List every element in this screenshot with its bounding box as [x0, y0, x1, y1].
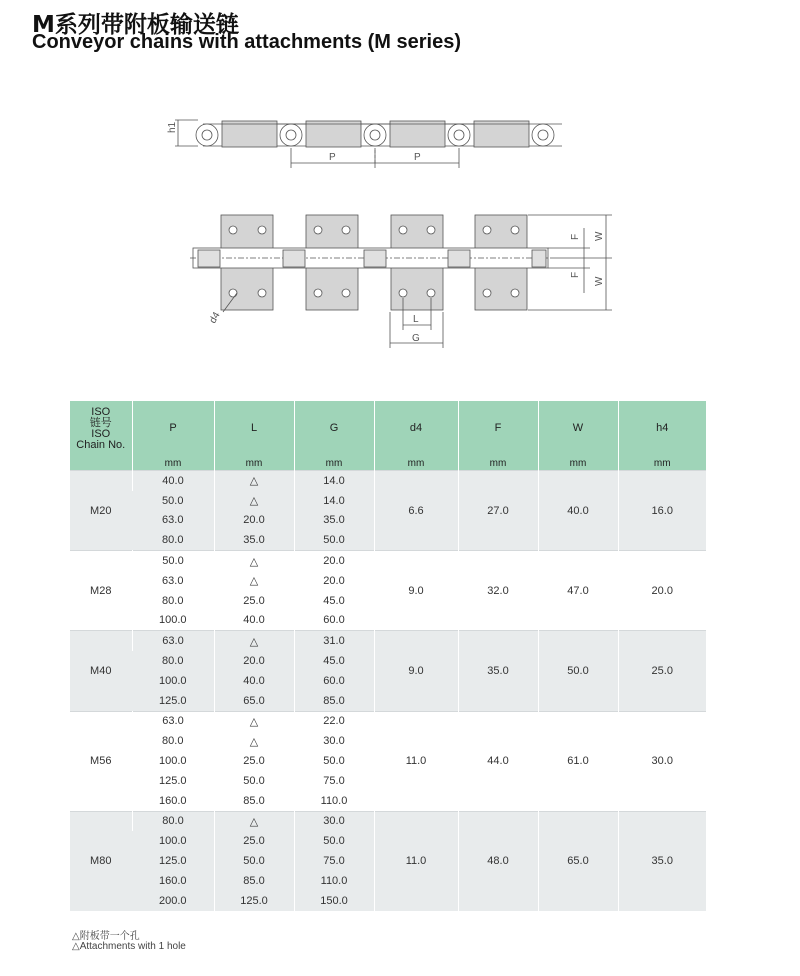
header-iso-line3: ISO: [91, 427, 111, 440]
d4-cell: 6.6: [374, 471, 458, 551]
unit-p: mm: [132, 456, 214, 471]
l-cell: △: [214, 731, 294, 751]
chain-group-m40: [70, 631, 706, 711]
g-cell: 14.0: [294, 491, 374, 511]
p-cell: 100.0: [132, 611, 214, 631]
table-row: [70, 631, 706, 651]
w-cell: 61.0: [538, 711, 618, 811]
l-cell: 65.0: [214, 691, 294, 711]
f-cell: 32.0: [458, 551, 538, 631]
p-cell: 100.0: [132, 751, 214, 771]
g-cell: 30.0: [294, 811, 374, 831]
h4-cell: 25.0: [618, 631, 706, 711]
w-cell: 50.0: [538, 631, 618, 711]
p-cell: 100.0: [132, 671, 214, 691]
p-cell: 100.0: [132, 831, 214, 851]
l-cell: △: [214, 631, 294, 651]
g-cell: 110.0: [294, 871, 374, 891]
d4-cell: 11.0: [374, 811, 458, 910]
g-cell: 35.0: [294, 511, 374, 531]
spec-table: [70, 401, 706, 911]
p-cell: 125.0: [132, 851, 214, 871]
f-cell: 48.0: [458, 811, 538, 910]
g-cell: 45.0: [294, 591, 374, 611]
g-cell: 50.0: [294, 530, 374, 550]
label-p2: P: [414, 152, 421, 163]
g-cell: 20.0: [294, 551, 374, 571]
l-cell: 40.0: [214, 611, 294, 631]
chain-group-m20: [70, 471, 706, 551]
chain-no-cell: M80: [70, 811, 132, 910]
l-cell: 20.0: [214, 651, 294, 671]
g-cell: 85.0: [294, 691, 374, 711]
g-cell: 75.0: [294, 851, 374, 871]
l-cell: 25.0: [214, 591, 294, 611]
l-cell: 85.0: [214, 791, 294, 811]
chain-no-cell: M28: [70, 551, 132, 631]
p-cell: 125.0: [132, 771, 214, 791]
p-cell: 80.0: [132, 651, 214, 671]
h4-cell: 20.0: [618, 551, 706, 631]
l-cell: △: [214, 711, 294, 731]
header-g: G: [294, 401, 374, 456]
p-cell: 63.0: [132, 511, 214, 531]
header-iso-line4: Chain No.: [76, 438, 126, 451]
p-cell: 63.0: [132, 711, 214, 731]
unit-d4: mm: [374, 456, 458, 471]
unit-l: mm: [214, 456, 294, 471]
p-cell: 200.0: [132, 891, 214, 911]
unit-iso: [70, 456, 132, 471]
header-d4: d4: [374, 401, 458, 456]
p-cell: 80.0: [132, 530, 214, 550]
label-p1: P: [329, 152, 336, 163]
chain-group-m56: [70, 711, 706, 811]
l-cell: 25.0: [214, 831, 294, 851]
top-view-drawing: [190, 215, 612, 348]
chain-group-m28: [70, 551, 706, 631]
g-cell: 50.0: [294, 751, 374, 771]
g-cell: 14.0: [294, 471, 374, 491]
chain-group-m80: [70, 811, 706, 910]
label-d4: d4: [207, 310, 223, 326]
chain-no-cell: M20: [70, 471, 132, 551]
g-cell: 30.0: [294, 731, 374, 751]
g-cell: 31.0: [294, 631, 374, 651]
p-cell: 50.0: [132, 491, 214, 511]
g-cell: 150.0: [294, 891, 374, 911]
side-view-drawing: [175, 120, 562, 168]
label-h1: h1: [167, 121, 178, 133]
header-w: W: [538, 401, 618, 456]
p-cell: 80.0: [132, 731, 214, 751]
w-cell: 40.0: [538, 471, 618, 551]
g-cell: 110.0: [294, 791, 374, 811]
l-cell: 50.0: [214, 771, 294, 791]
p-cell: 63.0: [132, 571, 214, 591]
p-cell: 63.0: [132, 631, 214, 651]
label-l: L: [413, 314, 419, 325]
f-cell: 35.0: [458, 631, 538, 711]
w-cell: 47.0: [538, 551, 618, 631]
g-cell: 22.0: [294, 711, 374, 731]
l-cell: 35.0: [214, 530, 294, 550]
table-row: [70, 471, 706, 491]
unit-w: mm: [538, 456, 618, 471]
f-cell: 44.0: [458, 711, 538, 811]
page-title-cn: M系列带附板输送链: [32, 12, 239, 38]
l-cell: △: [214, 571, 294, 591]
unit-f: mm: [458, 456, 538, 471]
header-iso: [70, 401, 132, 456]
p-cell: 80.0: [132, 811, 214, 831]
label-f2: F: [570, 271, 581, 278]
l-cell: 125.0: [214, 891, 294, 911]
chain-no-cell: M56: [70, 711, 132, 811]
unit-h4: mm: [618, 456, 706, 471]
chain-no-cell: M40: [70, 631, 132, 711]
l-cell: △: [214, 471, 294, 491]
label-g: G: [412, 333, 420, 344]
d4-cell: 9.0: [374, 551, 458, 631]
l-cell: 50.0: [214, 851, 294, 871]
l-cell: △: [214, 811, 294, 831]
h4-cell: 30.0: [618, 711, 706, 811]
label-f1: F: [570, 233, 581, 240]
w-cell: 65.0: [538, 811, 618, 910]
g-cell: 50.0: [294, 831, 374, 851]
header-l: L: [214, 401, 294, 456]
f-cell: 27.0: [458, 471, 538, 551]
p-cell: 80.0: [132, 591, 214, 611]
l-cell: △: [214, 551, 294, 571]
l-cell: △: [214, 491, 294, 511]
footnote-en: △Attachments with 1 hole: [72, 941, 186, 952]
page-title-en: Conveyor chains with attachments (M series): [32, 31, 462, 53]
p-cell: 50.0: [132, 551, 214, 571]
p-cell: 40.0: [132, 471, 214, 491]
g-cell: 60.0: [294, 671, 374, 691]
footnote-cn: △附板带一个孔: [72, 931, 140, 942]
unit-g: mm: [294, 456, 374, 471]
header-h4: h4: [618, 401, 706, 456]
table-row: [70, 811, 706, 831]
p-cell: 160.0: [132, 791, 214, 811]
h4-cell: 35.0: [618, 811, 706, 910]
d4-cell: 9.0: [374, 631, 458, 711]
header-p: P: [132, 401, 214, 456]
chain-drawing: [0, 0, 800, 400]
g-cell: 60.0: [294, 611, 374, 631]
table-row: [70, 551, 706, 571]
label-w2: W: [594, 276, 605, 286]
g-cell: 45.0: [294, 651, 374, 671]
header-iso-line1: ISO: [91, 405, 111, 418]
l-cell: 25.0: [214, 751, 294, 771]
h4-cell: 16.0: [618, 471, 706, 551]
p-cell: 160.0: [132, 871, 214, 891]
l-cell: 40.0: [214, 671, 294, 691]
header-f: F: [458, 401, 538, 456]
label-w1: W: [594, 231, 605, 241]
d4-cell: 11.0: [374, 711, 458, 811]
g-cell: 75.0: [294, 771, 374, 791]
p-cell: 125.0: [132, 691, 214, 711]
g-cell: 20.0: [294, 571, 374, 591]
l-cell: 85.0: [214, 871, 294, 891]
l-cell: 20.0: [214, 511, 294, 531]
table-row: [70, 711, 706, 731]
header-iso-line2: 链号: [89, 416, 112, 429]
